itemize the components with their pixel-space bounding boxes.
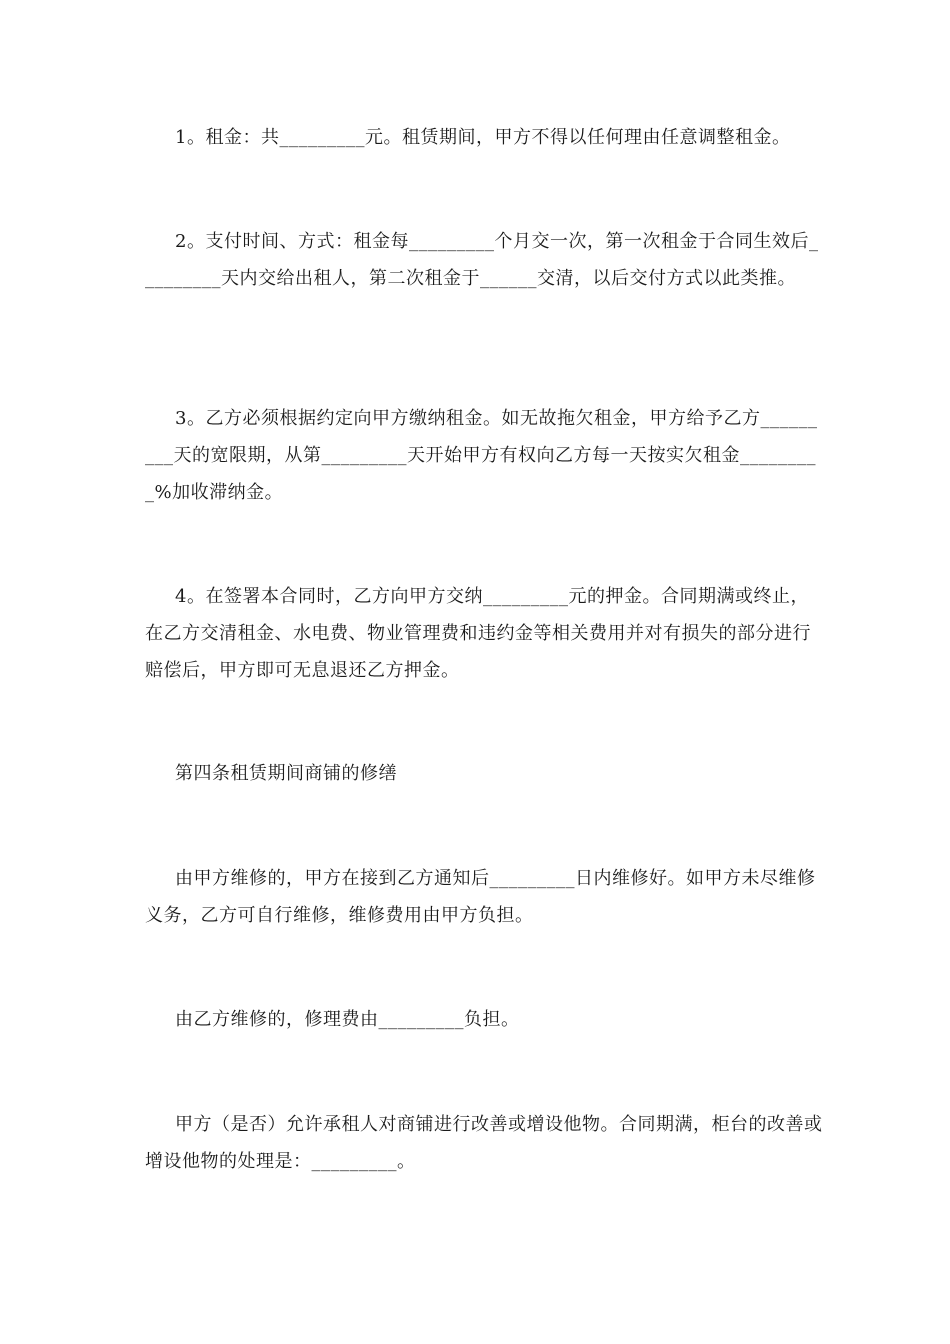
clause-lessor-repairs: 由甲方维修的，甲方在接到乙方通知后_________日内维修好。如甲方未尽维修义务，乙方可自行维修，维修费用由甲方负担。: [145, 868, 816, 926]
clause-rent-amount: 1。租金：共_________元。租赁期间，甲方不得以任何理由任意调整租金。: [175, 127, 791, 148]
clause-lessee-repairs: 由乙方维修的，修理费由_________负担。: [175, 1009, 520, 1030]
clause-deposit: 4。在签署本合同时，乙方向甲方交纳_________元的押金。合同期满或终止，在乙方交清租金、水电费、物业管理费和违约金等相关费用并对有损失的部分进行赔偿后，甲方即可无息退还乙方押金。: [145, 586, 811, 681]
clause-payment-schedule: 2。支付时间、方式：租金每_________个月交一次，第一次租金于合同生效后_________天内交给出租人，第二次租金于______交清，以后交付方式以此类推。: [145, 231, 819, 289]
section-heading-repairs: 第四条租赁期间商铺的修缮: [175, 763, 397, 784]
clause-improvements: 甲方（是否）允许承租人对商铺进行改善或增设他物。合同期满，柜台的改善或增设他物的处理是：_________。: [145, 1114, 823, 1172]
clause-late-fee: 3。乙方必须根据约定向甲方缴纳租金。如无故拖欠租金，甲方给予乙方_________天的宽限期，从第_________天开始甲方有权向乙方每一天按实欠租金_________%加收滞纳金。: [145, 408, 818, 503]
